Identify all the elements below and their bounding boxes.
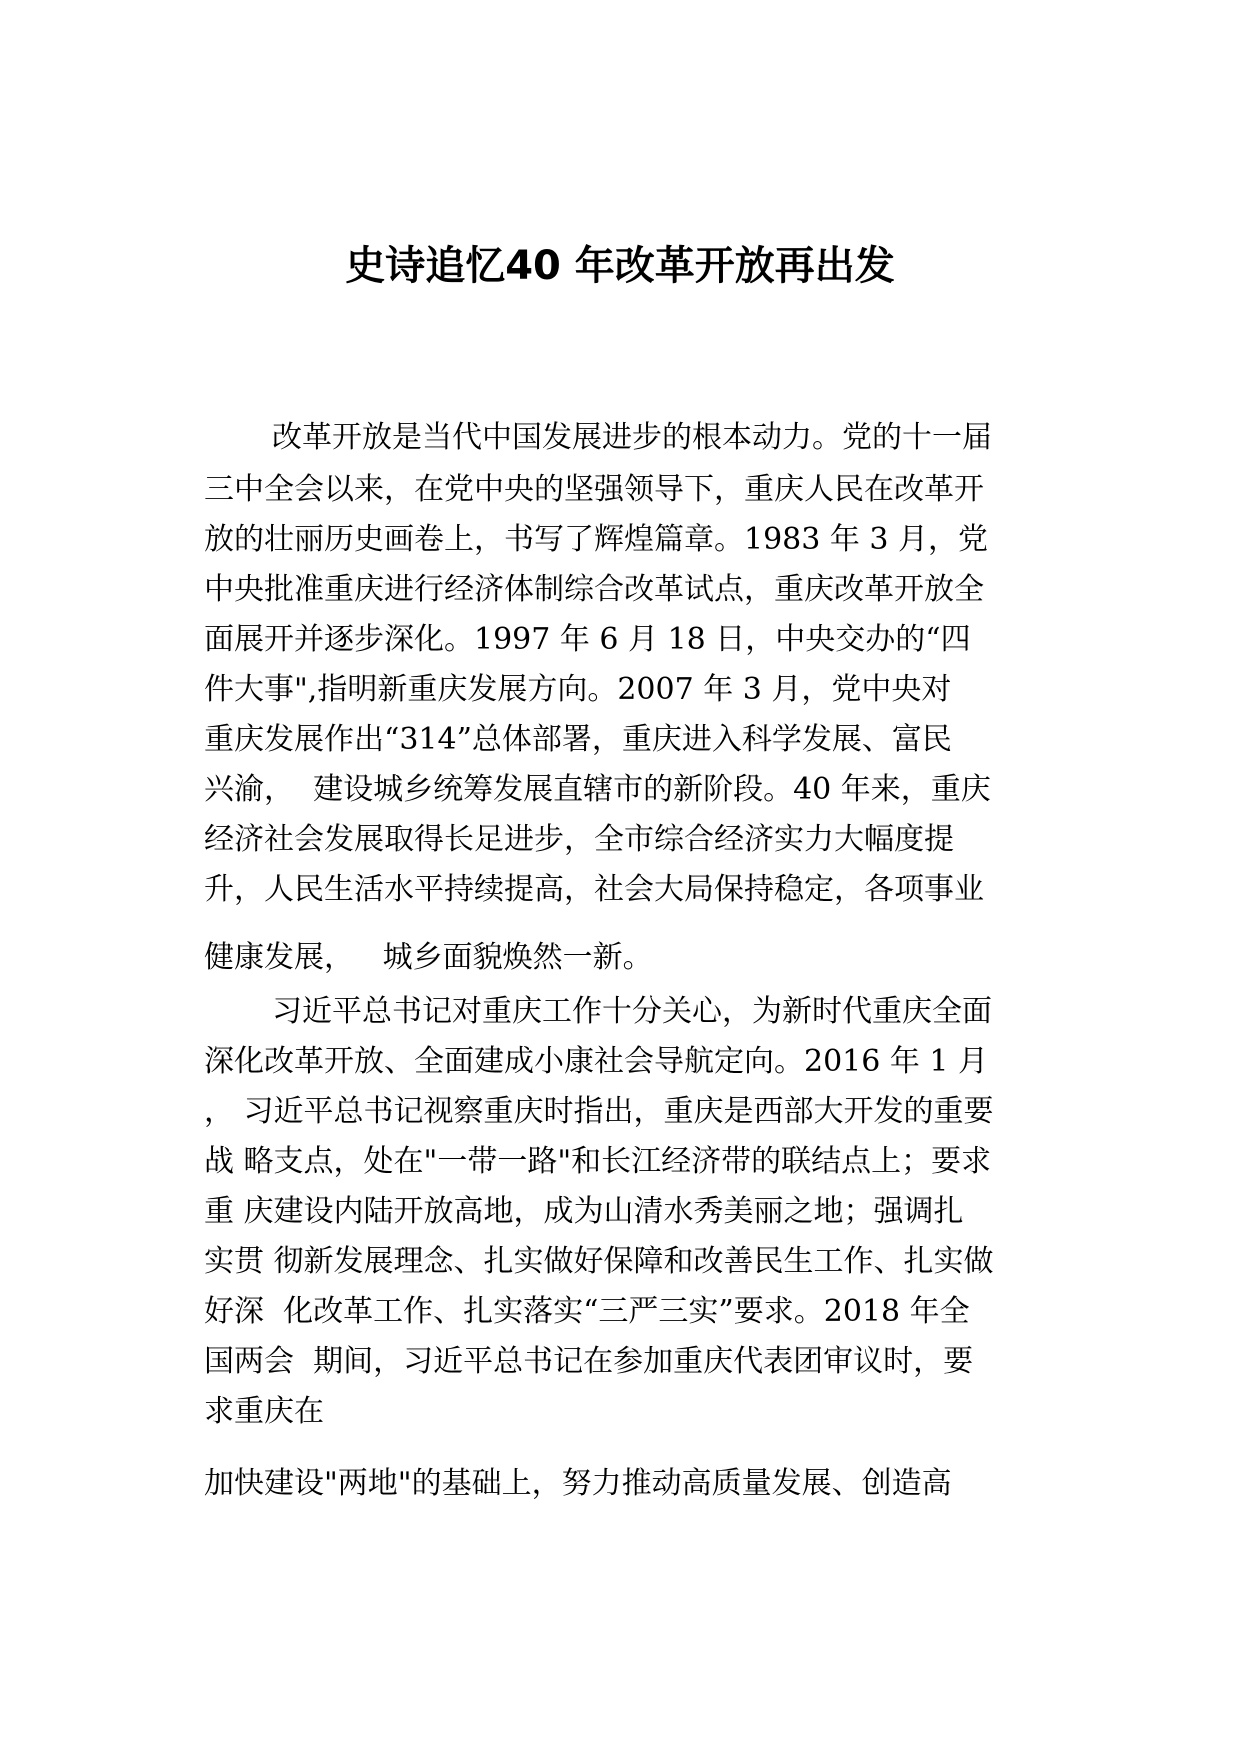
paragraph-2-line: 习近平总书记对重庆工作十分关心，为新时代重庆全面 bbox=[272, 994, 992, 1029]
paragraph-2-line: 国两会 期间，习近平总书记在参加重庆代表团审议时，要 bbox=[204, 1344, 974, 1379]
paragraph-1-line: 经济社会发展取得长足进步，全市综合经济实力大幅度提 bbox=[204, 822, 954, 857]
paragraph-2-line: 好深 化改革工作、扎实落实“三严三实”要求。2018 年全 bbox=[204, 1294, 970, 1329]
paragraph-1-line: 中央批准重庆进行经济体制综合改革试点，重庆改革开放全 bbox=[204, 572, 984, 607]
paragraph-1-line: 改革开放是当代中国发展进步的根本动力。党的十一届 bbox=[272, 420, 992, 455]
paragraph-2-line: 实贯 彻新发展理念、扎实做好保障和改善民生工作、扎实做 bbox=[204, 1244, 994, 1279]
paragraph-1-line: 兴渝， 建设城乡统筹发展直辖市的新阶段。40 年来，重庆 bbox=[204, 772, 991, 807]
paragraph-1-line: 放的壮丽历史画卷上，书写了辉煌篇章。1983 年 3 月，党 bbox=[204, 522, 989, 557]
paragraph-2-line: 深化改革开放、全面建成小康社会导航定向。2016 年 1 月 bbox=[204, 1044, 989, 1079]
document-title: 史诗追忆40 年改革开放再出发 bbox=[345, 243, 895, 289]
paragraph-2-line: 求重庆在 bbox=[204, 1394, 324, 1429]
paragraph-1-line: 三中全会以来，在党中央的坚强领导下，重庆人民在改革开 bbox=[204, 472, 984, 507]
paragraph-2-line: 重 庆建设内陆开放高地，成为山清水秀美丽之地；强调扎 bbox=[204, 1194, 964, 1229]
paragraph-1-line: 升，人民生活水平持续提高，社会大局保持稳定，各项事业 bbox=[204, 872, 984, 907]
paragraph-1-line: 健康发展， 城乡面貌焕然一新。 bbox=[204, 940, 653, 975]
paragraph-1-line: 面展开并逐步深化。1997 年 6 月 18 日，中央交办的“四 bbox=[204, 622, 971, 657]
paragraph-3-line: 加快建设"两地"的基础上，努力推动高质量发展、创造高 bbox=[204, 1466, 952, 1501]
paragraph-1-line: 重庆发展作出“314”总体部署，重庆进入科学发展、富民 bbox=[204, 722, 952, 757]
paragraph-2-line: ， 习近平总书记视察重庆时指出，重庆是西部大开发的重要 bbox=[204, 1094, 994, 1129]
paragraph-2-line: 战 略支点，处在"一带一路"和长江经济带的联结点上；要求 bbox=[204, 1144, 992, 1179]
paragraph-1-line: 件大事",指明新重庆发展方向。2007 年 3 月，党中央对 bbox=[204, 672, 952, 707]
